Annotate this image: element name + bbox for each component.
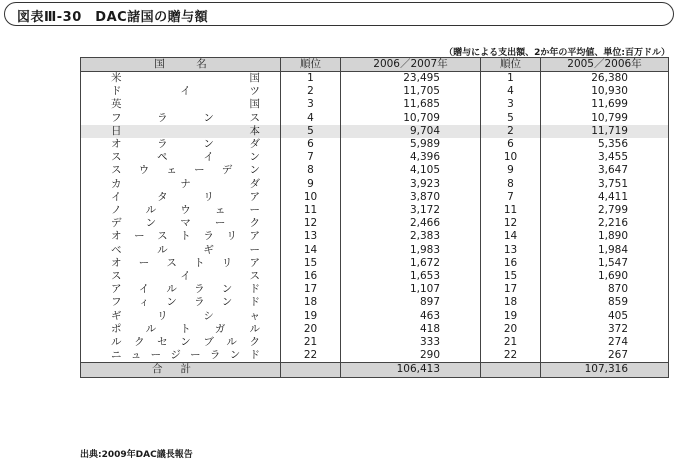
cell-rank-1: 13 bbox=[281, 230, 341, 243]
cell-value-2: 4,411 bbox=[541, 191, 669, 204]
table-row bbox=[81, 112, 669, 125]
cell-country bbox=[81, 112, 281, 125]
country-name: ス ウ ェ ー デ ン bbox=[111, 164, 260, 177]
table-row bbox=[81, 296, 669, 309]
cell-value-2: 267 bbox=[541, 349, 669, 363]
cell-rank-1: 19 bbox=[281, 310, 341, 323]
cell-country bbox=[81, 98, 281, 111]
unit-note: （贈与による支出額、2か年の平均値、単位:百万ドル） bbox=[444, 48, 670, 58]
total-row bbox=[81, 363, 669, 377]
cell-rank-2: 21 bbox=[481, 336, 541, 349]
cell-value-2: 10,799 bbox=[541, 112, 669, 125]
cell-value-2: 1,547 bbox=[541, 257, 669, 270]
cell-rank-2: 18 bbox=[481, 296, 541, 309]
cell-country bbox=[81, 204, 281, 217]
country-name: オ ー ス ト リ ア bbox=[111, 256, 260, 269]
cell-rank-2: 16 bbox=[481, 257, 541, 270]
cell-value-1: 463 bbox=[341, 310, 481, 323]
table-row bbox=[81, 257, 669, 270]
cell-rank-1: 5 bbox=[281, 125, 341, 138]
cell-rank-1: 20 bbox=[281, 323, 341, 336]
cell-value-1: 3,923 bbox=[341, 178, 481, 191]
table-row bbox=[81, 310, 669, 323]
cell-rank-1: 1 bbox=[281, 72, 341, 86]
cell-rank-2: 12 bbox=[481, 217, 541, 230]
cell-value-1: 9,704 bbox=[341, 125, 481, 138]
country-name: ベ ル ギ ー bbox=[111, 243, 260, 256]
country-name: 日 本 bbox=[111, 124, 260, 137]
cell-rank-1: 8 bbox=[281, 164, 341, 177]
cell-rank-1: 22 bbox=[281, 349, 341, 363]
table-row bbox=[81, 178, 669, 191]
header-rank-1: 順位 bbox=[281, 58, 341, 72]
cell-country bbox=[81, 257, 281, 270]
cell-rank-2: 4 bbox=[481, 85, 541, 98]
cell-rank-2: 19 bbox=[481, 310, 541, 323]
cell-rank-1: 7 bbox=[281, 151, 341, 164]
cell-rank-1: 15 bbox=[281, 257, 341, 270]
cell-value-1: 5,989 bbox=[341, 138, 481, 151]
cell-value-1: 4,396 bbox=[341, 151, 481, 164]
table-body bbox=[81, 72, 669, 363]
cell-rank-1: 2 bbox=[281, 85, 341, 98]
source-note: 出典:2009年DAC議長報告 bbox=[80, 450, 193, 460]
header-rank-2: 順位 bbox=[481, 58, 541, 72]
table-row bbox=[81, 283, 669, 296]
table-row bbox=[81, 270, 669, 283]
cell-value-2: 1,690 bbox=[541, 270, 669, 283]
country-name: ス ペ イ ン bbox=[111, 151, 260, 164]
cell-country bbox=[81, 349, 281, 363]
cell-value-1: 2,383 bbox=[341, 230, 481, 243]
total-value-1: 106,413 bbox=[341, 363, 481, 377]
cell-rank-1: 4 bbox=[281, 112, 341, 125]
cell-value-2: 405 bbox=[541, 310, 669, 323]
total-label: 合計 bbox=[81, 363, 281, 377]
cell-rank-2: 6 bbox=[481, 138, 541, 151]
cell-rank-2: 20 bbox=[481, 323, 541, 336]
cell-value-2: 11,719 bbox=[541, 125, 669, 138]
cell-value-2: 3,455 bbox=[541, 151, 669, 164]
cell-value-1: 4,105 bbox=[341, 164, 481, 177]
cell-value-1: 23,495 bbox=[341, 72, 481, 86]
table-row bbox=[81, 191, 669, 204]
cell-rank-2: 5 bbox=[481, 112, 541, 125]
table-row bbox=[81, 230, 669, 243]
title-banner bbox=[4, 2, 674, 26]
cell-rank-1: 10 bbox=[281, 191, 341, 204]
country-name: オ ー ス ト ラ リ ア bbox=[111, 230, 260, 243]
cell-rank-2: 22 bbox=[481, 349, 541, 363]
header-period-2: 2005／2006年 bbox=[541, 58, 669, 72]
grant-table bbox=[80, 57, 669, 378]
cell-rank-1: 14 bbox=[281, 244, 341, 257]
cell-value-2: 26,380 bbox=[541, 72, 669, 86]
country-name: ル ク セ ン ブ ル ク bbox=[111, 336, 260, 349]
cell-country bbox=[81, 72, 281, 86]
cell-value-2: 10,930 bbox=[541, 85, 669, 98]
table-row bbox=[81, 204, 669, 217]
table-row bbox=[81, 349, 669, 363]
cell-value-1: 3,172 bbox=[341, 204, 481, 217]
header-country: 国 名 bbox=[81, 58, 281, 72]
cell-country bbox=[81, 336, 281, 349]
cell-value-1: 1,672 bbox=[341, 257, 481, 270]
cell-country bbox=[81, 138, 281, 151]
cell-rank-1: 9 bbox=[281, 178, 341, 191]
cell-value-2: 2,216 bbox=[541, 217, 669, 230]
cell-country bbox=[81, 230, 281, 243]
cell-country bbox=[81, 283, 281, 296]
cell-value-1: 11,685 bbox=[341, 98, 481, 111]
table-row bbox=[81, 244, 669, 257]
cell-country bbox=[81, 323, 281, 336]
cell-rank-2: 17 bbox=[481, 283, 541, 296]
cell-value-2: 11,699 bbox=[541, 98, 669, 111]
cell-rank-1: 11 bbox=[281, 204, 341, 217]
cell-rank-2: 1 bbox=[481, 72, 541, 86]
country-name: カ ナ ダ bbox=[111, 177, 260, 190]
header-period-1: 2006／2007年 bbox=[341, 58, 481, 72]
cell-country bbox=[81, 310, 281, 323]
country-name: ア イ ル ラ ン ド bbox=[111, 283, 260, 296]
cell-rank-2: 14 bbox=[481, 230, 541, 243]
cell-value-2: 274 bbox=[541, 336, 669, 349]
country-name: オ ラ ン ダ bbox=[111, 138, 260, 151]
total-rank-1 bbox=[281, 363, 341, 377]
country-name: フ ィ ン ラ ン ド bbox=[111, 296, 260, 309]
cell-value-1: 3,870 bbox=[341, 191, 481, 204]
cell-rank-1: 3 bbox=[281, 98, 341, 111]
table-row bbox=[81, 151, 669, 164]
cell-value-2: 2,799 bbox=[541, 204, 669, 217]
country-name: フ ラ ン ス bbox=[111, 111, 260, 124]
country-name: ポ ル ト ガ ル bbox=[111, 322, 260, 335]
table-row bbox=[81, 217, 669, 230]
cell-rank-2: 15 bbox=[481, 270, 541, 283]
country-name: ド イ ツ bbox=[111, 85, 260, 98]
country-name: 米 国 bbox=[111, 72, 260, 84]
table-row bbox=[81, 72, 669, 86]
cell-rank-2: 7 bbox=[481, 191, 541, 204]
cell-rank-1: 18 bbox=[281, 296, 341, 309]
cell-value-2: 372 bbox=[541, 323, 669, 336]
cell-value-1: 2,466 bbox=[341, 217, 481, 230]
cell-country bbox=[81, 151, 281, 164]
cell-rank-2: 2 bbox=[481, 125, 541, 138]
cell-rank-1: 17 bbox=[281, 283, 341, 296]
cell-country bbox=[81, 296, 281, 309]
table-row bbox=[81, 336, 669, 349]
cell-value-1: 418 bbox=[341, 323, 481, 336]
cell-value-1: 1,983 bbox=[341, 244, 481, 257]
table-row bbox=[81, 125, 669, 138]
cell-rank-1: 6 bbox=[281, 138, 341, 151]
cell-value-2: 1,890 bbox=[541, 230, 669, 243]
cell-rank-1: 21 bbox=[281, 336, 341, 349]
table-row bbox=[81, 85, 669, 98]
cell-value-1: 1,653 bbox=[341, 270, 481, 283]
cell-rank-2: 10 bbox=[481, 151, 541, 164]
country-name: デ ン マ ー ク bbox=[111, 217, 260, 230]
cell-value-2: 5,356 bbox=[541, 138, 669, 151]
table-row bbox=[81, 323, 669, 336]
country-name: ス イ ス bbox=[111, 270, 260, 283]
cell-value-2: 870 bbox=[541, 283, 669, 296]
cell-value-1: 1,107 bbox=[341, 283, 481, 296]
cell-country bbox=[81, 217, 281, 230]
cell-value-1: 333 bbox=[341, 336, 481, 349]
country-name: 英 国 bbox=[111, 98, 260, 111]
cell-rank-2: 13 bbox=[481, 244, 541, 257]
cell-country bbox=[81, 164, 281, 177]
cell-country bbox=[81, 178, 281, 191]
cell-rank-2: 3 bbox=[481, 98, 541, 111]
cell-value-2: 3,751 bbox=[541, 178, 669, 191]
cell-country bbox=[81, 244, 281, 257]
cell-value-1: 11,705 bbox=[341, 85, 481, 98]
table-row bbox=[81, 138, 669, 151]
cell-rank-1: 12 bbox=[281, 217, 341, 230]
table-row bbox=[81, 164, 669, 177]
cell-country bbox=[81, 125, 281, 138]
cell-country bbox=[81, 270, 281, 283]
country-name: ノ ル ウ ェ ー bbox=[111, 204, 260, 217]
cell-rank-2: 9 bbox=[481, 164, 541, 177]
cell-value-1: 897 bbox=[341, 296, 481, 309]
table-row bbox=[81, 98, 669, 111]
country-name: ギ リ シ ャ bbox=[111, 309, 260, 322]
page-title: 図表Ⅲ-30 DAC諸国の贈与額 bbox=[17, 10, 209, 25]
table-header-row bbox=[81, 58, 669, 72]
cell-rank-1: 16 bbox=[281, 270, 341, 283]
cell-country bbox=[81, 85, 281, 98]
cell-country bbox=[81, 191, 281, 204]
country-name: イ タ リ ア bbox=[111, 190, 260, 203]
cell-rank-2: 8 bbox=[481, 178, 541, 191]
cell-rank-2: 11 bbox=[481, 204, 541, 217]
cell-value-2: 859 bbox=[541, 296, 669, 309]
country-name: ニ ュ ー ジ ー ラ ン ド bbox=[111, 349, 260, 362]
cell-value-1: 10,709 bbox=[341, 112, 481, 125]
cell-value-2: 3,647 bbox=[541, 164, 669, 177]
cell-value-2: 1,984 bbox=[541, 244, 669, 257]
cell-value-1: 290 bbox=[341, 349, 481, 363]
total-rank-2 bbox=[481, 363, 541, 377]
total-value-2: 107,316 bbox=[541, 363, 669, 377]
